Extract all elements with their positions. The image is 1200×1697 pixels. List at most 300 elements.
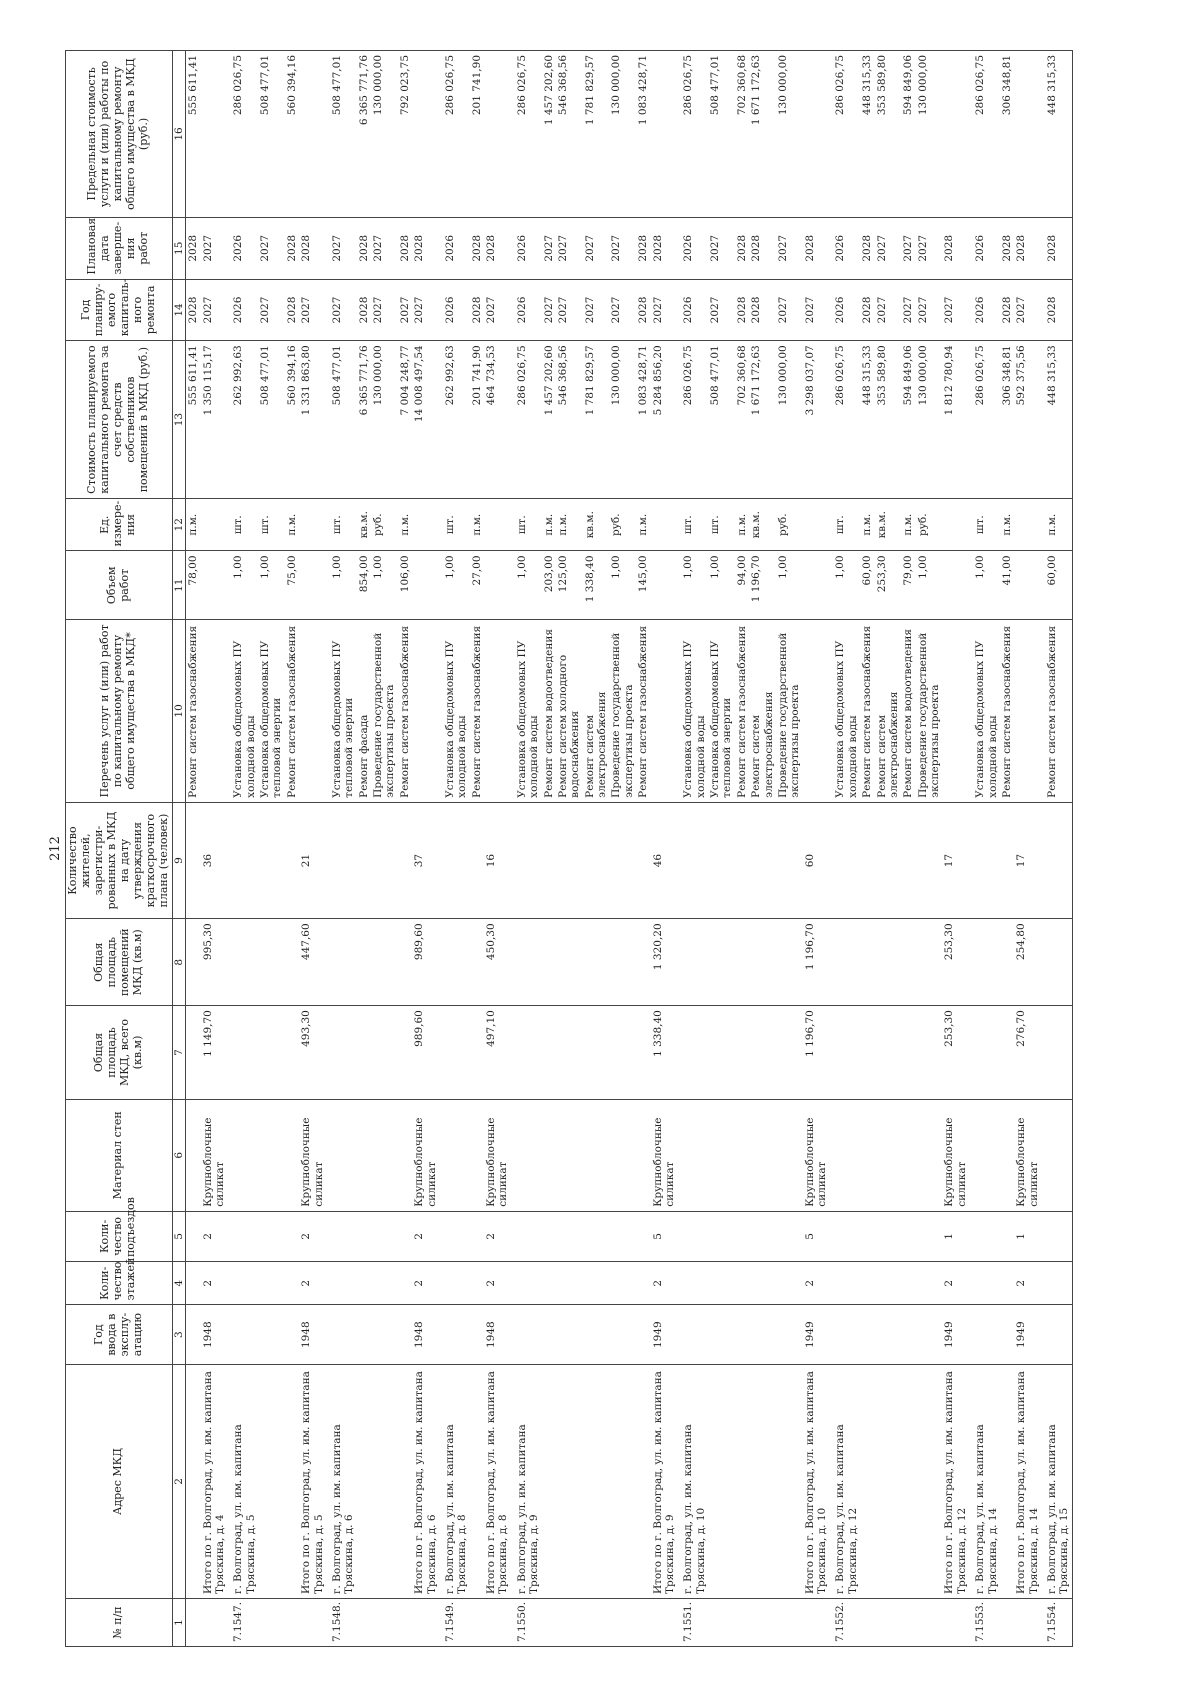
cell-col-15: 2027 [609, 217, 636, 279]
cell-col-12 [412, 498, 442, 551]
subtotal-row [651, 51, 681, 1647]
table-row [230, 51, 258, 1647]
cell-col-5: 1 [1014, 1211, 1044, 1261]
cell-col-15: 2026 [230, 217, 258, 279]
column-header-15: Плановая дата заверше-ния работ [66, 217, 173, 279]
cell-col-13: 353 589,80 [875, 341, 902, 499]
column-number-4: 4 [172, 1262, 185, 1305]
cell-col-1 [258, 1599, 285, 1647]
cell-col-5 [875, 1211, 902, 1261]
table-row [860, 51, 874, 1647]
cell-col-15: 2028 [484, 217, 514, 279]
cell-col-10: Установка общедомовых ПУ тепловой энергии [708, 620, 735, 803]
cell-col-10: Установка общедомовых ПУ холодной воды [972, 620, 1000, 803]
cell-col-10 [651, 620, 681, 803]
cell-col-16: 130 000,00 [916, 51, 943, 218]
cell-col-4: 2 [299, 1262, 329, 1305]
table-row [258, 51, 285, 1647]
cell-col-15: 2027 [583, 217, 610, 279]
cell-col-10: Ремонт систем газоснабжения [470, 620, 484, 803]
cell-col-2: г. Волгоград, ул. им. капитана Тряскина, д. 14 [972, 1364, 1000, 1598]
cell-col-6: Крупноблочные силикат [803, 1099, 833, 1211]
cell-col-7 [1044, 1006, 1072, 1100]
cell-col-3 [901, 1305, 915, 1364]
cell-col-11 [201, 551, 231, 620]
cell-col-1 [484, 1599, 514, 1647]
cell-col-3 [749, 1305, 776, 1364]
cell-col-1: 7.1550. [514, 1599, 542, 1647]
cell-col-5 [916, 1211, 943, 1261]
cell-col-10: Установка общедомовых ПУ тепловой энергии [258, 620, 285, 803]
cell-col-3 [972, 1305, 1000, 1364]
cell-col-16: 1 781 829,57 [583, 51, 610, 218]
cell-col-15: 2028 [749, 217, 776, 279]
cell-col-7 [972, 1006, 1000, 1100]
cell-col-7: 276,70 [1014, 1006, 1044, 1100]
cell-col-8 [609, 919, 636, 1006]
cell-col-11: 1,00 [832, 551, 860, 620]
cell-col-6 [556, 1099, 583, 1211]
cell-col-7 [514, 1006, 542, 1100]
cell-col-13: 14 008 497,54 [412, 341, 442, 499]
cell-col-14: 2027 [556, 279, 583, 341]
column-number-15: 15 [172, 217, 185, 279]
cell-col-4 [636, 1262, 650, 1305]
cell-col-9 [832, 802, 860, 919]
cell-col-4 [1000, 1262, 1014, 1305]
rotated-page [48, 50, 1113, 1647]
cell-col-1 [201, 1599, 231, 1647]
cell-col-5 [357, 1211, 371, 1261]
cell-col-3 [398, 1305, 412, 1364]
cell-col-9 [329, 802, 357, 919]
cell-col-11: 854,00 [357, 551, 371, 620]
cell-col-4 [749, 1262, 776, 1305]
cell-col-6 [1044, 1099, 1072, 1211]
cell-col-10: Ремонт систем холодного водоснабжения [556, 620, 583, 803]
cell-col-3 [186, 1305, 201, 1364]
cell-col-15: 2026 [972, 217, 1000, 279]
cell-col-8: 450,30 [484, 919, 514, 1006]
cell-col-3 [285, 1305, 299, 1364]
cell-col-4: 2 [803, 1262, 833, 1305]
cell-col-10: Ремонт систем газоснабжения [636, 620, 650, 803]
cell-col-15: 2028 [651, 217, 681, 279]
cell-col-4: 2 [942, 1262, 972, 1305]
cell-col-6 [542, 1099, 556, 1211]
cell-col-6 [186, 1099, 201, 1211]
cell-col-5 [708, 1211, 735, 1261]
cell-col-6 [749, 1099, 776, 1211]
cell-col-11: 253,30 [875, 551, 902, 620]
table-row [442, 51, 470, 1647]
cell-col-12: п.м. [901, 498, 915, 551]
cell-col-16: 555 611,41 [186, 51, 201, 218]
cell-col-1 [398, 1599, 412, 1647]
table-row [776, 51, 803, 1647]
cell-col-11: 1,00 [776, 551, 803, 620]
cell-col-1 [357, 1599, 371, 1647]
cell-col-4 [583, 1262, 610, 1305]
cell-col-7 [832, 1006, 860, 1100]
cell-col-8 [832, 919, 860, 1006]
subtotal-row [942, 51, 972, 1647]
cell-col-12: п.м. [1000, 498, 1014, 551]
cell-col-2 [860, 1364, 874, 1598]
cell-col-16: 448 315,33 [1044, 51, 1072, 218]
cell-col-16: 286 026,75 [680, 51, 708, 218]
cell-col-7: 493,30 [299, 1006, 329, 1100]
column-header-9: Количество жителей, зарегистри-рованных в МКД на дату утверждения краткосрочного плана (человек) [66, 802, 173, 919]
cell-col-7: 253,30 [942, 1006, 972, 1100]
cell-col-6 [357, 1099, 371, 1211]
cell-col-2: Итого по г. Волгоград, ул. им. капитана Тряскина, д. 9 [651, 1364, 681, 1598]
cell-col-8 [583, 919, 610, 1006]
cell-col-12: шт. [832, 498, 860, 551]
cell-col-7: 989,60 [412, 1006, 442, 1100]
page-number: 212 [48, 836, 63, 861]
cell-col-7 [371, 1006, 398, 1100]
cell-col-14: 2028 [1000, 279, 1014, 341]
cell-col-12: шт. [680, 498, 708, 551]
cell-col-10: Установка общедомовых ПУ холодной воды [680, 620, 708, 803]
cell-col-13: 130 000,00 [916, 341, 943, 499]
cell-col-9 [875, 802, 902, 919]
cell-col-8 [860, 919, 874, 1006]
cell-col-6 [860, 1099, 874, 1211]
cell-col-14: 2027 [371, 279, 398, 341]
cell-col-11 [1014, 551, 1044, 620]
cell-col-8 [901, 919, 915, 1006]
cell-col-1 [412, 1599, 442, 1647]
cell-col-9 [470, 802, 484, 919]
cell-col-15: 2026 [514, 217, 542, 279]
cell-col-7 [916, 1006, 943, 1100]
cell-col-5 [398, 1211, 412, 1261]
cell-col-15: 2028 [1000, 217, 1014, 279]
cell-col-10 [201, 620, 231, 803]
cell-col-5 [186, 1211, 201, 1261]
cell-col-3 [357, 1305, 371, 1364]
cell-col-10: Ремонт систем газоснабжения [186, 620, 201, 803]
table-row [371, 51, 398, 1647]
cell-col-15: 2026 [832, 217, 860, 279]
cell-col-14: 2027 [875, 279, 902, 341]
cell-col-11: 1,00 [916, 551, 943, 620]
cell-col-11: 1,00 [230, 551, 258, 620]
cell-col-4 [470, 1262, 484, 1305]
cell-col-1: 7.1554. [1044, 1599, 1072, 1647]
cell-col-12: кв.м. [875, 498, 902, 551]
cell-col-15: 2026 [442, 217, 470, 279]
cell-col-14: 2026 [832, 279, 860, 341]
cell-col-9: 17 [1014, 802, 1044, 919]
capital-repair-table [65, 50, 1073, 1647]
cell-col-2: Итого по г. Волгоград, ул. им. капитана Тряскина, д. 5 [299, 1364, 329, 1598]
cell-col-6: Крупноблочные силикат [484, 1099, 514, 1211]
column-number-1: 1 [172, 1599, 185, 1647]
cell-col-11 [651, 551, 681, 620]
cell-col-10: Установка общедомовых ПУ холодной воды [514, 620, 542, 803]
cell-col-11: 1,00 [708, 551, 735, 620]
cell-col-15: 2028 [398, 217, 412, 279]
cell-col-7 [776, 1006, 803, 1100]
cell-col-16: 306 348,81 [1000, 51, 1014, 218]
cell-col-5 [609, 1211, 636, 1261]
cell-col-2: г. Волгоград, ул. им. капитана Тряскина, д. 12 [832, 1364, 860, 1598]
cell-col-1 [749, 1599, 776, 1647]
cell-col-1 [942, 1599, 972, 1647]
cell-col-11 [803, 551, 833, 620]
cell-col-1 [776, 1599, 803, 1647]
cell-col-14: 2027 [651, 279, 681, 341]
cell-col-12: п.м. [1044, 498, 1072, 551]
cell-col-5 [442, 1211, 470, 1261]
table-row [357, 51, 371, 1647]
cell-col-9 [371, 802, 398, 919]
cell-col-10 [299, 620, 329, 803]
cell-col-14: 2027 [542, 279, 556, 341]
cell-col-3 [1044, 1305, 1072, 1364]
cell-col-3 [680, 1305, 708, 1364]
cell-col-5 [285, 1211, 299, 1261]
cell-col-12: шт. [514, 498, 542, 551]
cell-col-11: 78,00 [186, 551, 201, 620]
cell-col-2: г. Волгоград, ул. им. капитана Тряскина, д. 6 [329, 1364, 357, 1598]
cell-col-7 [1000, 1006, 1014, 1100]
cell-col-12: п.м. [542, 498, 556, 551]
cell-col-12: п.м. [735, 498, 749, 551]
cell-col-4 [542, 1262, 556, 1305]
cell-col-16 [412, 51, 442, 218]
cell-col-13: 286 026,75 [832, 341, 860, 499]
cell-col-2 [542, 1364, 556, 1598]
cell-col-3 [609, 1305, 636, 1364]
table-row [680, 51, 708, 1647]
cell-col-1 [556, 1599, 583, 1647]
cell-col-16: 594 849,06 [901, 51, 915, 218]
cell-col-11: 60,00 [860, 551, 874, 620]
cell-col-6 [832, 1099, 860, 1211]
cell-col-4 [972, 1262, 1000, 1305]
cell-col-16 [201, 51, 231, 218]
cell-col-13: 508 477,01 [329, 341, 357, 499]
cell-col-6 [916, 1099, 943, 1211]
cell-col-6: Крупноблочные силикат [942, 1099, 972, 1211]
cell-col-10: Установка общедомовых ПУ холодной воды [832, 620, 860, 803]
cell-col-1 [636, 1599, 650, 1647]
cell-col-12: п.м. [636, 498, 650, 551]
cell-col-16 [299, 51, 329, 218]
cell-col-6 [329, 1099, 357, 1211]
cell-col-9 [916, 802, 943, 919]
cell-col-3 [470, 1305, 484, 1364]
column-header-1: № п/п [66, 1599, 173, 1647]
cell-col-4 [514, 1262, 542, 1305]
cell-col-15: 2028 [860, 217, 874, 279]
cell-col-11: 75,00 [285, 551, 299, 620]
cell-col-11 [412, 551, 442, 620]
cell-col-14: 2026 [972, 279, 1000, 341]
cell-col-14: 2028 [860, 279, 874, 341]
cell-col-8 [442, 919, 470, 1006]
cell-col-8 [258, 919, 285, 1006]
table-row [832, 51, 860, 1647]
cell-col-5 [371, 1211, 398, 1261]
cell-col-16: 1 671 172,63 [749, 51, 776, 218]
cell-col-15: 2027 [542, 217, 556, 279]
cell-col-8 [186, 919, 201, 1006]
cell-col-6 [285, 1099, 299, 1211]
cell-col-3 [258, 1305, 285, 1364]
cell-col-5 [832, 1211, 860, 1261]
cell-col-6 [398, 1099, 412, 1211]
cell-col-6: Крупноблочные силикат [299, 1099, 329, 1211]
cell-col-5: 1 [942, 1211, 972, 1261]
cell-col-7 [609, 1006, 636, 1100]
cell-col-10: Ремонт систем газоснабжения [735, 620, 749, 803]
cell-col-7 [556, 1006, 583, 1100]
cell-col-15: 2028 [285, 217, 299, 279]
table-row [1044, 51, 1072, 1647]
cell-col-2: Итого по г. Волгоград, ул. им. капитана Тряскина, д. 12 [942, 1364, 972, 1598]
column-header-2: Адрес МКД [66, 1364, 173, 1598]
cell-col-12: п.м. [186, 498, 201, 551]
cell-col-9: 60 [803, 802, 833, 919]
cell-col-5 [860, 1211, 874, 1261]
cell-col-12 [201, 498, 231, 551]
cell-col-11: 1,00 [442, 551, 470, 620]
cell-col-15: 2027 [776, 217, 803, 279]
cell-col-14: 2028 [749, 279, 776, 341]
cell-col-12: шт. [329, 498, 357, 551]
cell-col-9 [860, 802, 874, 919]
column-header-7: Общая площадь МКД, всего (кв.м) [66, 1006, 173, 1100]
cell-col-11: 1,00 [371, 551, 398, 620]
cell-col-16: 508 477,01 [329, 51, 357, 218]
cell-col-16: 702 360,68 [735, 51, 749, 218]
cell-col-3 [708, 1305, 735, 1364]
cell-col-10: Проведение государственной экспертизы проекта [609, 620, 636, 803]
column-number-5: 5 [172, 1211, 185, 1261]
cell-col-2: Итого по г. Волгоград, ул. им. капитана Тряскина, д. 14 [1014, 1364, 1044, 1598]
cell-col-9 [398, 802, 412, 919]
cell-col-3 [514, 1305, 542, 1364]
cell-col-15: 2028 [636, 217, 650, 279]
cell-col-14: 2026 [680, 279, 708, 341]
subtotal-row [484, 51, 514, 1647]
cell-col-3 [860, 1305, 874, 1364]
cell-col-14: 2028 [357, 279, 371, 341]
cell-col-8: 995,30 [201, 919, 231, 1006]
cell-col-15: 2028 [735, 217, 749, 279]
cell-col-12: п.м. [860, 498, 874, 551]
cell-col-10: Установка общедомовых ПУ холодной воды [442, 620, 470, 803]
cell-col-12: руб. [609, 498, 636, 551]
cell-col-8 [514, 919, 542, 1006]
cell-col-4 [258, 1262, 285, 1305]
cell-col-15: 2027 [875, 217, 902, 279]
table-row [285, 51, 299, 1647]
cell-col-13: 262 992,63 [442, 341, 470, 499]
cell-col-11: 125,00 [556, 551, 583, 620]
column-header-4: Коли-чество этажей [66, 1262, 173, 1305]
cell-col-6 [680, 1099, 708, 1211]
cell-col-3: 1948 [412, 1305, 442, 1364]
table-row [186, 51, 201, 1647]
cell-col-1 [916, 1599, 943, 1647]
cell-col-6: Крупноблочные силикат [201, 1099, 231, 1211]
cell-col-5 [735, 1211, 749, 1261]
cell-col-14: 2027 [776, 279, 803, 341]
cell-col-3 [329, 1305, 357, 1364]
cell-col-7: 1 338,40 [651, 1006, 681, 1100]
cell-col-1: 7.1553. [972, 1599, 1000, 1647]
cell-col-13: 508 477,01 [258, 341, 285, 499]
cell-col-12: руб. [371, 498, 398, 551]
cell-col-14: 2027 [942, 279, 972, 341]
cell-col-16: 130 000,00 [371, 51, 398, 218]
cell-col-6 [442, 1099, 470, 1211]
cell-col-6 [230, 1099, 258, 1211]
cell-col-7: 1 196,70 [803, 1006, 833, 1100]
column-header-16: Предельная стоимость услуги и (или) работы по капитальному ремонту общего имущества в МКД (руб.) [66, 51, 173, 218]
cell-col-1: 7.1547. [230, 1599, 258, 1647]
cell-col-11: 106,00 [398, 551, 412, 620]
cell-col-10: Ремонт систем газоснабжения [398, 620, 412, 803]
cell-col-14: 2028 [285, 279, 299, 341]
cell-col-3 [230, 1305, 258, 1364]
cell-col-7 [398, 1006, 412, 1100]
cell-col-3: 1949 [651, 1305, 681, 1364]
cell-col-13: 464 734,53 [484, 341, 514, 499]
column-header-10: Перечень услуг и (или) работ по капитальному ремонту общего имущества в МКД* [66, 620, 173, 803]
cell-col-2 [556, 1364, 583, 1598]
cell-col-10: Ремонт систем газоснабжения [1044, 620, 1072, 803]
cell-col-7 [860, 1006, 874, 1100]
cell-col-10: Ремонт систем электроснабжения [875, 620, 902, 803]
cell-col-4 [1044, 1262, 1072, 1305]
cell-col-7 [186, 1006, 201, 1100]
cell-col-7 [470, 1006, 484, 1100]
cell-col-9 [542, 802, 556, 919]
cell-col-9 [609, 802, 636, 919]
cell-col-16 [651, 51, 681, 218]
column-header-3: Год ввода в эксплу-атацию [66, 1305, 173, 1364]
cell-col-10: Проведение государственной экспертизы проекта [371, 620, 398, 803]
cell-col-2: Итого по г. Волгоград, ул. им. капитана Тряскина, д. 4 [201, 1364, 231, 1598]
cell-col-7 [230, 1006, 258, 1100]
cell-col-9 [583, 802, 610, 919]
cell-col-5 [470, 1211, 484, 1261]
cell-col-8 [776, 919, 803, 1006]
cell-col-13: 1 350 115,17 [201, 341, 231, 499]
cell-col-13: 702 360,68 [735, 341, 749, 499]
cell-col-8 [230, 919, 258, 1006]
cell-col-11: 1 196,70 [749, 551, 776, 620]
cell-col-1 [875, 1599, 902, 1647]
cell-col-5 [230, 1211, 258, 1261]
cell-col-10: Ремонт систем газоснабжения [1000, 620, 1014, 803]
cell-col-2 [735, 1364, 749, 1598]
cell-col-12: кв.м. [583, 498, 610, 551]
cell-col-4 [776, 1262, 803, 1305]
cell-col-10: Проведение государственной экспертизы проекта [916, 620, 943, 803]
cell-col-3 [556, 1305, 583, 1364]
cell-col-13: 555 611,41 [186, 341, 201, 499]
cell-col-15: 2027 [916, 217, 943, 279]
cell-col-3 [583, 1305, 610, 1364]
